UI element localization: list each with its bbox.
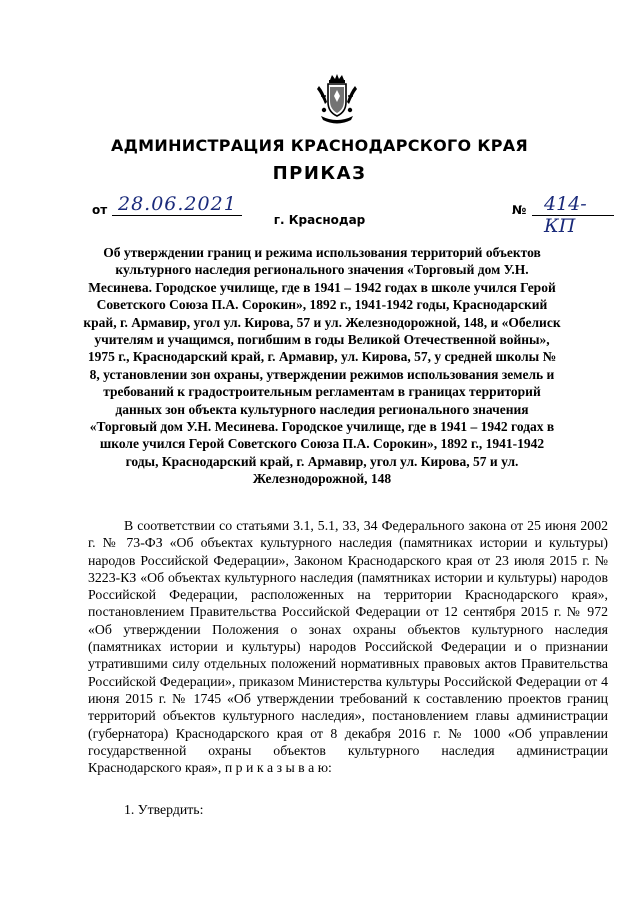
preamble-paragraph: В соответствии со статьями 3.1, 5.1, 33, 34 Федерального закона от 25 июня 2002 г. № 73-ФЗ «Об объектах культурного наследия (памятниках истории и культуры) народов Российской Федерации», Законом Краснодарского края от 23 июля 2015 г. № 3223-КЗ «Об объектах культурного наследия (памятниках истории и культуры) народов Российской Федерации, расположенных на территории Краснодарского края», постановлением Правительства Российской Федерации от 12 сентября 2015 г. № 972 «Об утверждении Положения о зонах охраны объектов культурного наследия (памятниках истории и культуры) народов Российской Федерации и о признании утратившими силу отдельных положений нормативных правовых актов Правительства Российской Федерации», приказом Министерства культуры Российской Федерации от 4 июня 2015 г. № 1745 «Об утверждении требований к составлению проектов границ территорий объектов культурного наследия», постановлением главы администрации (губернатора) Краснодарского края от 8 декабря 2016 г. № 1000 «Об управлении государственной охраны объектов культурного наследия администрации Краснодарского края», п р и к а з ы в а ю: [88, 518, 608, 776]
date-label: от [92, 203, 108, 217]
authority-title: АДМИНИСТРАЦИЯ КРАСНОДАРСКОГО КРАЯ [110, 136, 529, 155]
city-line: г. Краснодар [273, 213, 366, 227]
coat-of-arms-icon [315, 72, 359, 124]
date-handwritten-value: 28.06.2021 [118, 193, 237, 215]
document-type-title: ПРИКАЗ [272, 163, 367, 184]
clause-1: 1. Утвердить: [124, 802, 204, 817]
number-label: № [512, 203, 527, 217]
number-handwritten-value: 414-КП [544, 193, 587, 237]
document-heading: Об утверждении границ и режима использования территорий объектов культурного наследия регионального значения «Торговый дом У.Н. Месинева. Городское училище, где в 1941 – 1942 годах в школе учился Герой Советского Союза П.А. Сорокин», 1892 г., 1941-1942 годы, Краснодарский край, г. Армавир, угол ул. Кирова, 57 и ул. Железнодорожной, 148, и «Обелиск учителям и учащимся, погибшим в годы Великой Отечественной войны», 1975 г., Краснодарский край, г. Армавир, ул. Кирова, 57, у средней школы № 8, установлении зон охраны, утверждении режимов использования земель и требований к градостроительным регламентам в границах территорий данных зон объекта культурного наследия регионального значения «Торговый дом У.Н. Месинева. Городское училище, где в 1941 – 1942 годах в школе учился Герой Советского Союза П.А. Сорокин», 1892 г., 1941-1942 годы, Краснодарский край, г. Армавир, угол ул. Кирова, 57 и ул. Железнодорожной, 148 [83, 245, 561, 487]
